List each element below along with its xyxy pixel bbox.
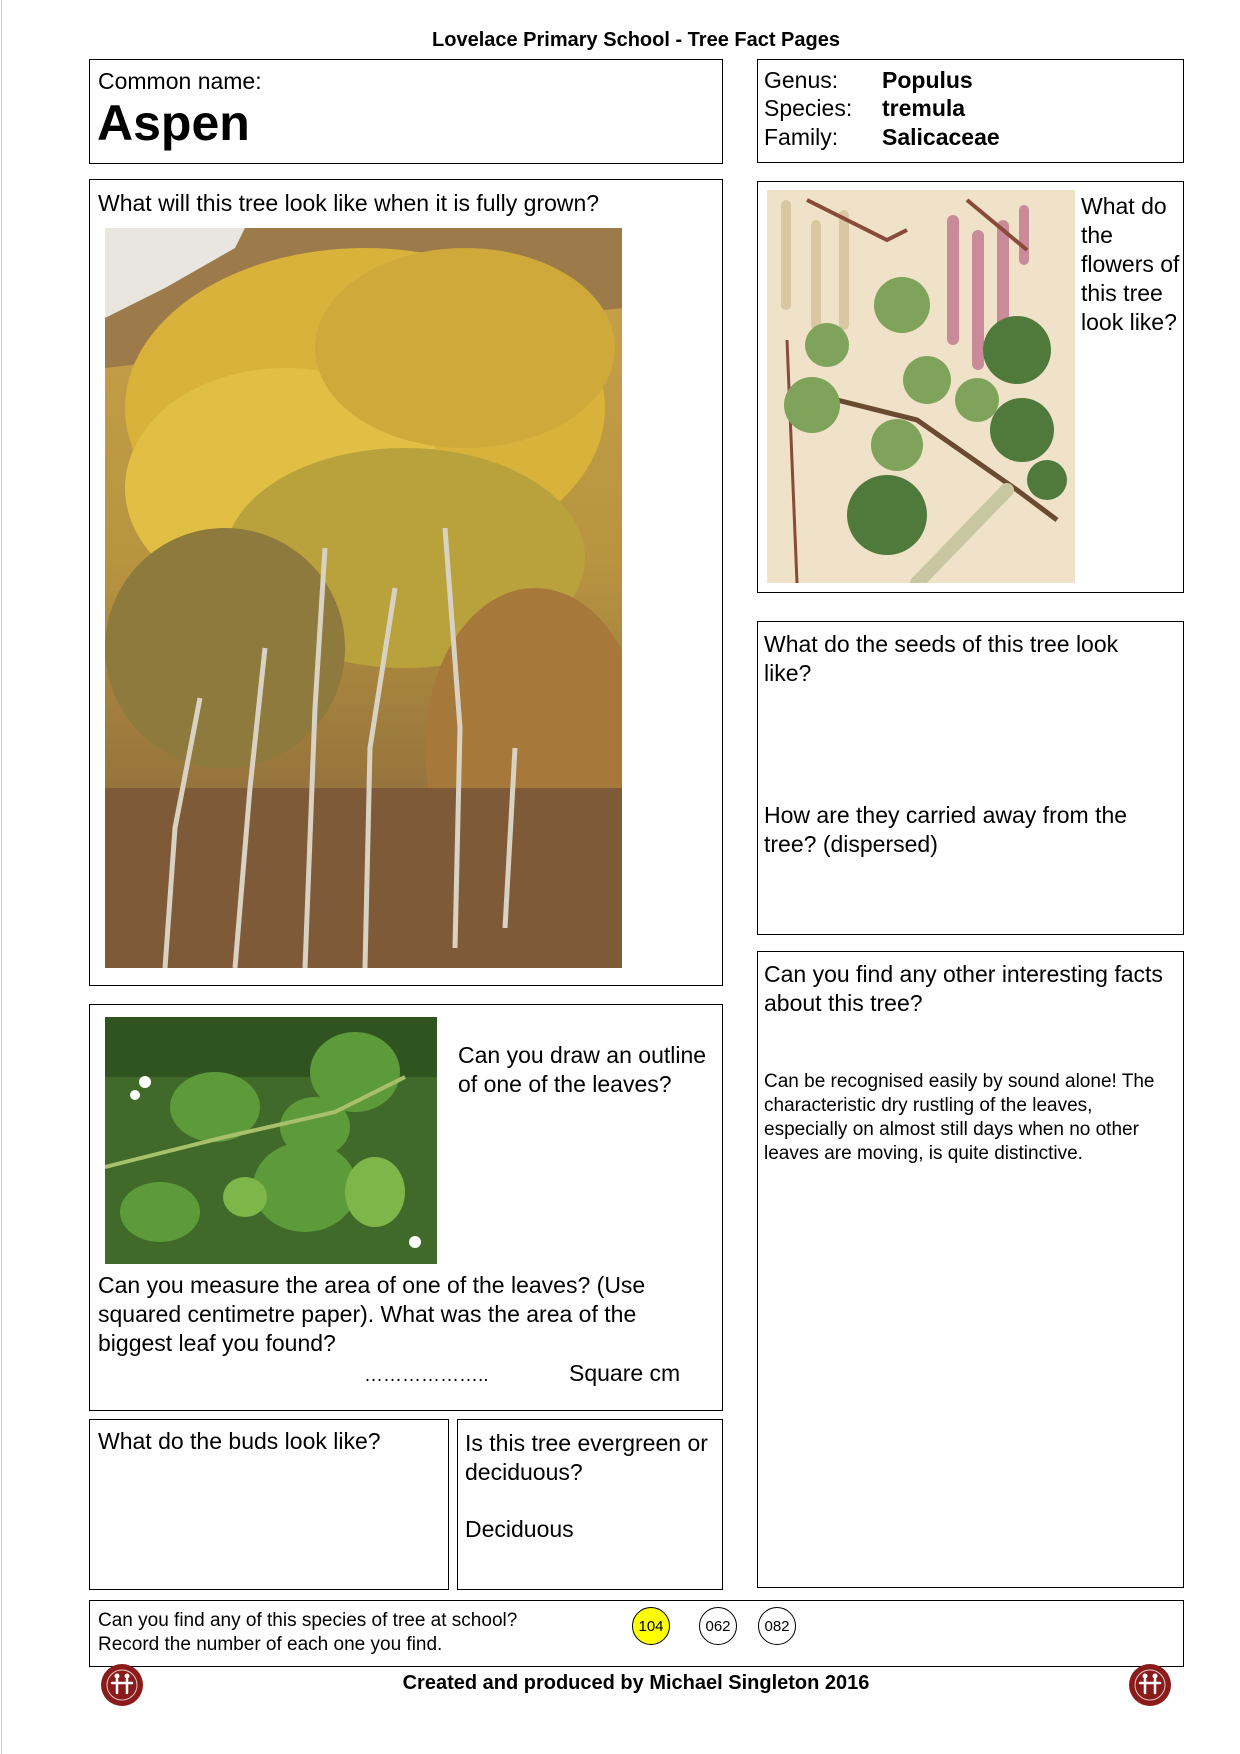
- seeds-box: [757, 621, 1184, 935]
- leaf-area-question: Can you measure the area of one of the leaves? (Use squared centimetre paper). What was the area of the biggest leaf you found?: [98, 1272, 646, 1356]
- leaf-area-unit: Square cm: [569, 1360, 681, 1386]
- aspen-tree-photo-art: [105, 228, 622, 968]
- school-logo-icon: [1128, 1663, 1172, 1707]
- facts-question: Can you find any other interesting facts about this tree?: [764, 961, 1163, 1016]
- tree-number-badge: 062: [699, 1607, 737, 1645]
- flowers-question: What do the flowers of this tree look like?: [1081, 193, 1180, 335]
- evergreen-box: [457, 1419, 723, 1590]
- footer-credit: Created and produced by Michael Singleton 2016: [402, 1672, 870, 1694]
- page-edge-line: [1, 0, 2, 1754]
- evergreen-answer: Deciduous: [465, 1516, 574, 1542]
- leaf-area-dots: ………………..: [364, 1365, 489, 1386]
- school-logo-right: [1128, 1663, 1172, 1707]
- flower-illustration: [767, 190, 1075, 583]
- genus-label: Genus:: [764, 67, 839, 93]
- genus-row: [764, 67, 973, 94]
- family-value: Salicaceae: [882, 124, 1000, 150]
- species-value: tremula: [882, 95, 966, 121]
- genus-value: Populus: [882, 67, 973, 93]
- taxonomy-box: [757, 59, 1184, 163]
- leaf-photo-art: [105, 1017, 437, 1264]
- leaf-outline-question: Can you draw an outline of one of the leaves?: [458, 1042, 707, 1097]
- family-row: [764, 124, 1000, 151]
- page-title: Lovelace Primary School - Tree Fact Pages: [432, 29, 840, 51]
- aspen-tree-photo: [105, 228, 622, 968]
- facts-box: [757, 951, 1184, 1588]
- buds-box: [89, 1419, 449, 1590]
- leaves-box: [89, 1004, 723, 1411]
- species-row: [764, 95, 965, 122]
- common-name-box: [89, 59, 723, 164]
- common-name-label: Common name:: [98, 68, 262, 94]
- family-label: Family:: [764, 124, 839, 150]
- tree-number-badge-highlighted: 104: [632, 1607, 670, 1645]
- evergreen-question: Is this tree evergreen or deciduous?: [465, 1430, 708, 1485]
- fully-grown-box: [89, 179, 723, 986]
- common-name-value: Aspen: [97, 95, 250, 151]
- school-count-box: [89, 1600, 1184, 1667]
- dispersal-question: How are they carried away from the tree? (dispersed): [764, 802, 1128, 857]
- buds-question: What do the buds look like?: [98, 1428, 381, 1454]
- facts-answer: Can be recognised easily by sound alone! The characteristic dry rustling of the leaves, especially on almost still days when no other leaves are moving, is quite distinctive.: [764, 1071, 1155, 1164]
- species-label: Species:: [764, 95, 853, 121]
- flowers-box: [757, 181, 1184, 593]
- flower-illustration-art: [767, 190, 1075, 583]
- seeds-question: What do the seeds of this tree look like?: [764, 631, 1119, 686]
- school-question-line2: Record the number of each one you find.: [98, 1634, 443, 1655]
- leaf-photo: [105, 1017, 437, 1264]
- tree-number-badge: 082: [758, 1607, 796, 1645]
- school-question-line1: Can you find any of this species of tree at school?: [98, 1610, 518, 1631]
- fully-grown-question: What will this tree look like when it is fully grown?: [98, 190, 600, 216]
